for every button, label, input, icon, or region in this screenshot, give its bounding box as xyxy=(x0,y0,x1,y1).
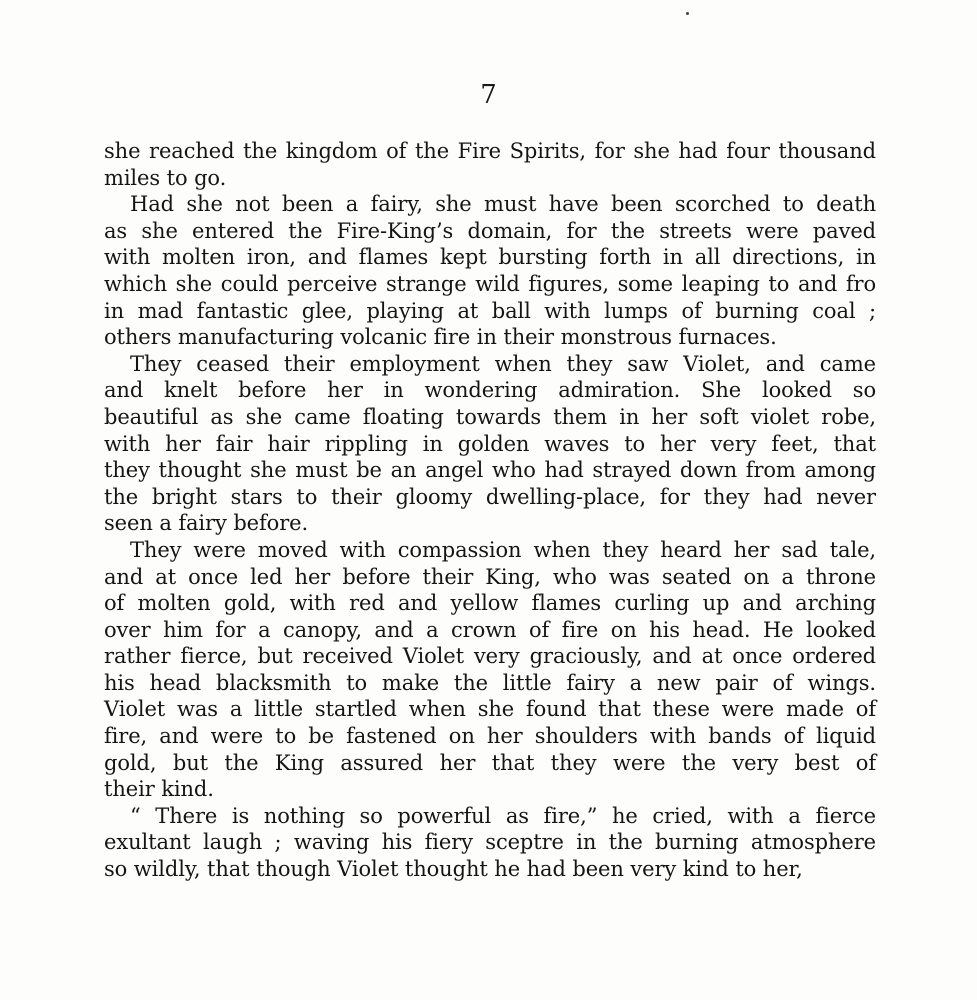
paragraph xyxy=(104,803,876,883)
text-line: their kind. xyxy=(104,777,214,802)
text-line: seen a fairy before. xyxy=(104,511,309,536)
text-line: she reached the kingdom of the Fire Spirits, for she had four thousand xyxy=(104,139,876,163)
page-number: 7 xyxy=(480,80,497,110)
text-line: so wildly, that though Violet thought he had been very kind to her, xyxy=(104,857,803,882)
body-text xyxy=(104,138,876,883)
text-line: the bright stars to their gloomy dwelling-place, for they had never xyxy=(104,484,876,509)
text-line: beautiful as she came floating towards them in her soft violet robe, xyxy=(104,404,876,429)
text-line: fire, and were to be fastened on her shoulders with bands of liquid xyxy=(104,724,876,749)
text-line: Had she not been a fairy, she must have been scorched to death xyxy=(130,192,876,217)
text-line: they thought she must be an angel who had strayed down from among xyxy=(104,458,876,483)
text-line: “ There is nothing so powerful as fire,” he cried, with a fierce xyxy=(130,803,876,828)
paragraph xyxy=(104,191,876,351)
paragraph xyxy=(104,537,876,803)
text-line: of molten gold, with red and yellow flames curling up and arching xyxy=(104,591,876,616)
text-line: and knelt before her in wondering admiration. She looked so xyxy=(104,378,876,403)
paragraph xyxy=(104,351,876,537)
text-line: They were moved with compassion when they heard her sad tale, xyxy=(130,537,876,562)
text-line: and at once led her before their King, who was seated on a throne xyxy=(104,564,876,589)
text-line: with her fair hair rippling in golden waves to her very feet, that xyxy=(104,431,876,456)
text-line: as she entered the Fire-King’s domain, for the streets were paved xyxy=(104,218,876,243)
ink-speck xyxy=(686,12,689,15)
text-line: rather fierce, but received Violet very graciously, and at once ordered xyxy=(104,644,876,669)
text-line: Violet was a little startled when she found that these were made of xyxy=(104,697,876,722)
text-line: They ceased their employment when they saw Violet, and came xyxy=(130,351,876,376)
text-line: miles to go. xyxy=(104,165,227,190)
text-line: in mad fantastic glee, playing at ball with lumps of burning coal ; xyxy=(104,298,876,323)
text-line: his head blacksmith to make the little fairy a new pair of wings. xyxy=(104,670,876,695)
text-line: over him for a canopy, and a crown of fire on his head. He looked xyxy=(104,617,876,642)
text-line: others manufacturing volcanic fire in their monstrous furnaces. xyxy=(104,325,777,350)
text-line: with molten iron, and flames kept bursting forth in all directions, in xyxy=(104,245,876,270)
paragraph xyxy=(104,138,876,191)
text-line: exultant laugh ; waving his fiery sceptre in the burning atmosphere xyxy=(104,830,876,855)
text-line: gold, but the King assured her that they were the very best of xyxy=(104,750,876,775)
text-line: which she could perceive strange wild figures, some leaping to and fro xyxy=(104,271,876,296)
